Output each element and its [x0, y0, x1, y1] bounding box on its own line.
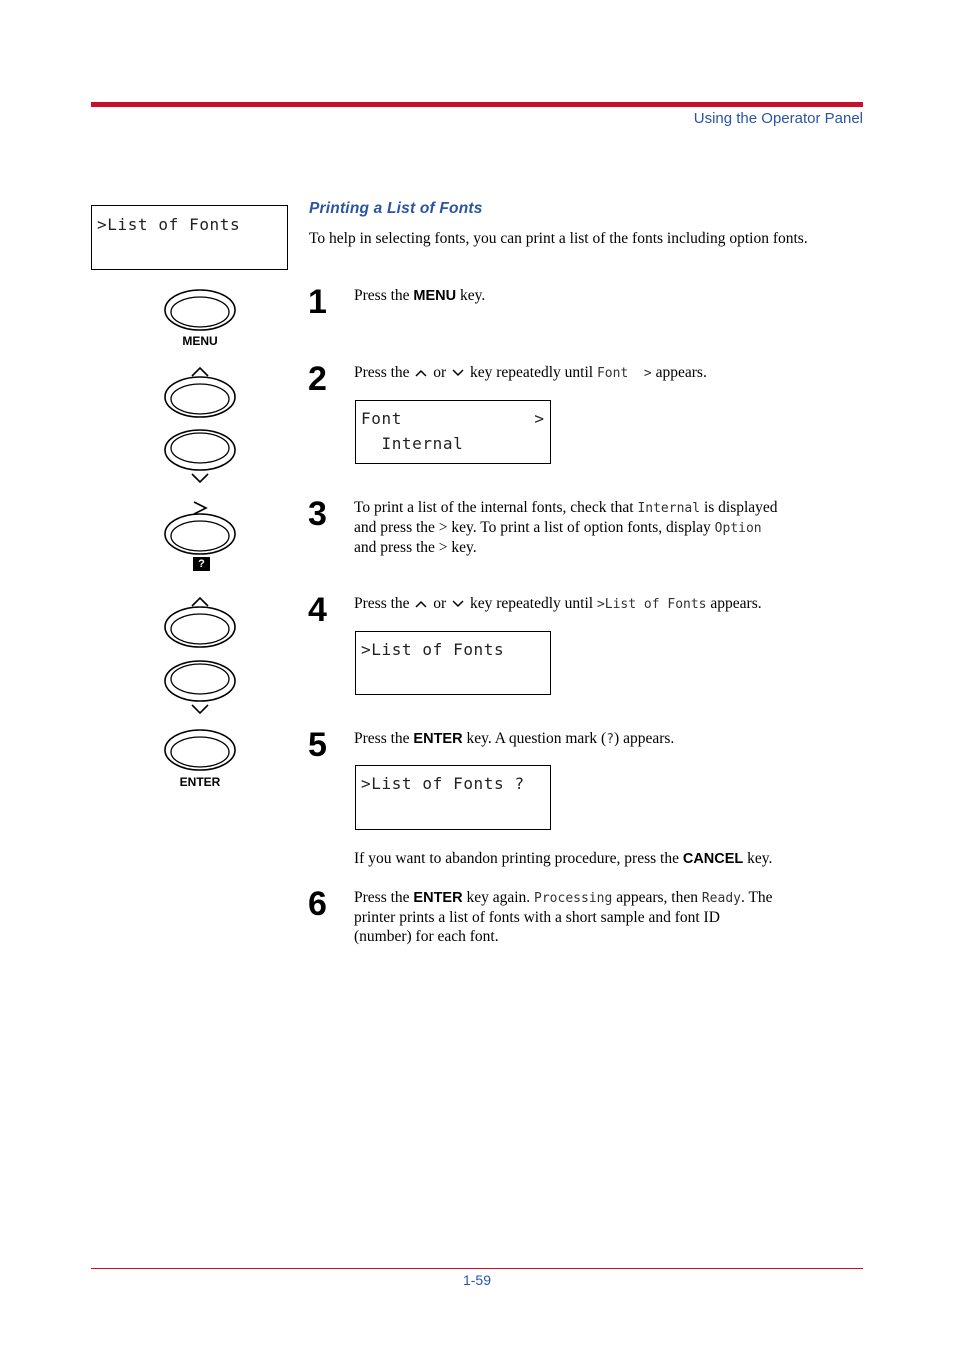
step-2-lcd-display: Font > Internal — [355, 400, 551, 464]
down-arrow-key-icon[interactable] — [162, 428, 238, 488]
step-6-text: Press the ENTER key again. Processing appears, then Ready. The printer prints a list of fonts with a short sample and font ID (number) for each font. — [354, 889, 773, 945]
enter-key-label: ENTER — [179, 775, 221, 789]
menu-key-label: MENU — [182, 334, 218, 348]
enter-key-icon[interactable] — [162, 728, 238, 776]
question-key-label: ? — [193, 557, 210, 571]
footer-rule — [91, 1268, 863, 1269]
step-2-text: Press the or key repeatedly until Font > appears. — [354, 364, 707, 381]
down-caret-icon — [450, 368, 466, 378]
up-caret-icon — [413, 368, 429, 378]
step-4-lcd-display: >List of Fonts — [355, 631, 551, 695]
step-5-note: If you want to abandon printing procedure, press the CANCEL key. — [354, 850, 773, 867]
right-arrow-key-icon[interactable] — [162, 498, 238, 556]
intro-paragraph: To help in selecting fonts, you can print a list of the fonts including option fonts. — [309, 230, 808, 247]
step-number-4: 4 — [308, 591, 327, 629]
section-title: Printing a List of Fonts — [309, 200, 483, 217]
lcd-line-1: >List of Fonts — [97, 215, 241, 234]
menu-key-name: MENU — [413, 288, 457, 304]
down-arrow-key-icon-2[interactable] — [162, 659, 238, 719]
section-header: Using the Operator Panel — [693, 110, 863, 127]
step-number-2: 2 — [308, 360, 327, 398]
up-caret-icon-2 — [413, 599, 429, 609]
step-number-5: 5 — [308, 726, 327, 764]
menu-key-icon[interactable] — [162, 288, 238, 336]
page-number: 1-59 — [462, 1272, 492, 1288]
step-5-text: Press the ENTER key. A question mark (?) appears. — [354, 730, 675, 747]
up-arrow-key-icon[interactable] — [162, 364, 238, 420]
up-arrow-key-icon-2[interactable] — [162, 594, 238, 650]
step-1-text: Press the MENU key. — [354, 287, 486, 304]
step-number-3: 3 — [308, 495, 327, 533]
step-3-text: To print a list of the internal fonts, check that Internal is displayed and press the > key. To print a list of option fonts, display Option and press the > key. — [354, 499, 778, 556]
step-number-1: 1 — [308, 283, 327, 321]
step-5-lcd-display: >List of Fonts ? — [355, 765, 551, 830]
step-number-6: 6 — [308, 885, 327, 923]
down-caret-icon-2 — [450, 599, 466, 609]
side-lcd-display — [91, 205, 288, 270]
header-rule — [91, 102, 863, 107]
step-4-text: Press the or key repeatedly until >List of Fonts appears. — [354, 595, 762, 612]
